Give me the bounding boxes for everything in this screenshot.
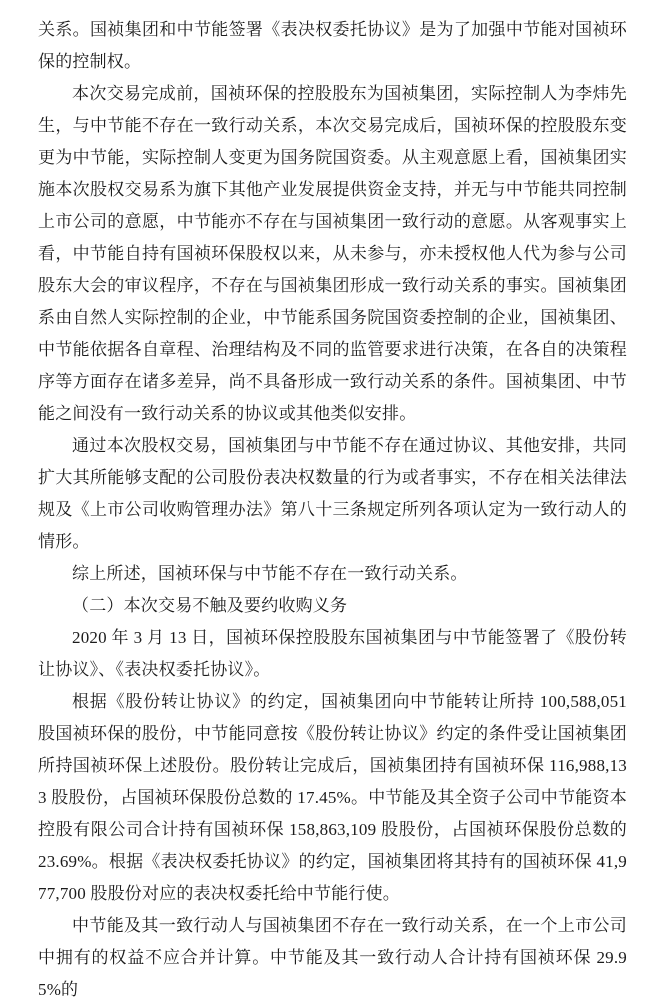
document-body-text — [38, 14, 627, 1006]
paragraph: 通过本次股权交易，国祯集团与中节能不存在通过协议、其他安排，共同扩大其所能够支配的公司股份表决权数量的行为或者事实，不存在相关法律法规及《上市公司收购管理办法》第八十三条规定所列各项认定为一致行动人的情形。 — [38, 436, 627, 551]
paragraph: 中节能及其一致行动人与国祯集团不存在一致行动关系，在一个上市公司中拥有的权益不应合并计算。中节能及其一致行动人合计持有国祯环保 29.95%的 — [38, 916, 627, 999]
paragraph-continuation: 关系。国祯集团和中节能签署《表决权委托协议》是为了加强中节能对国祯环保的控制权。 — [38, 20, 627, 71]
section-heading: （二）本次交易不触及要约收购义务 — [72, 596, 348, 615]
paragraph: 2020 年 3 月 13 日，国祯环保控股股东国祯集团与中节能签署了《股份转让协议》、《表决权委托协议》。 — [38, 628, 627, 679]
paragraph: 根据《股份转让协议》的约定，国祯集团向中节能转让所持 100,588,051 股国祯环保的股份，中节能同意按《股份转让协议》约定的条件受让国祯集团所持国祯环保上述股份。股份转让完成后，国祯集团持有国祯环保 116,988,133 股股份，占国祯环保股份总数的 17.45%。中节能及其全资子公司中节能资本控股有限公司合计持有国祯环保 158,863,109 股股份，占国祯环保股份总数的 23.69%。根据《表决权委托协议》的约定，国祯集团将其持有的国祯环保 41,977,700 股股份对应的表决权委托给中节能行使。 — [38, 692, 627, 903]
paragraph-conclusion: 综上所述，国祯环保与中节能不存在一致行动关系。 — [72, 564, 468, 583]
paragraph: 本次交易完成前，国祯环保的控股股东为国祯集团，实际控制人为李炜先生，与中节能不存在一致行动关系，本次交易完成后，国祯环保的控股股东变更为中节能，实际控制人变更为国务院国资委。从主观意愿上看，国祯集团实施本次股权交易系为旗下其他产业发展提供资金支持，并无与中节能共同控制上市公司的意愿，中节能亦不存在与国祯集团一致行动的意愿。从客观事实上看，中节能自持有国祯环保股权以来，从未参与，亦未授权他人代为参与公司股东大会的审议程序，不存在与国祯集团形成一致行动关系的事实。国祯集团系由自然人实际控制的企业，中节能系国务院国资委控制的企业，国祯集团、中节能依据各自章程、治理结构及不同的监管要求进行决策，在各自的决策程序等方面存在诸多差异，尚不具备形成一致行动关系的条件。国祯集团、中节能之间没有一致行动关系的协议或其他类似安排。 — [38, 84, 627, 423]
